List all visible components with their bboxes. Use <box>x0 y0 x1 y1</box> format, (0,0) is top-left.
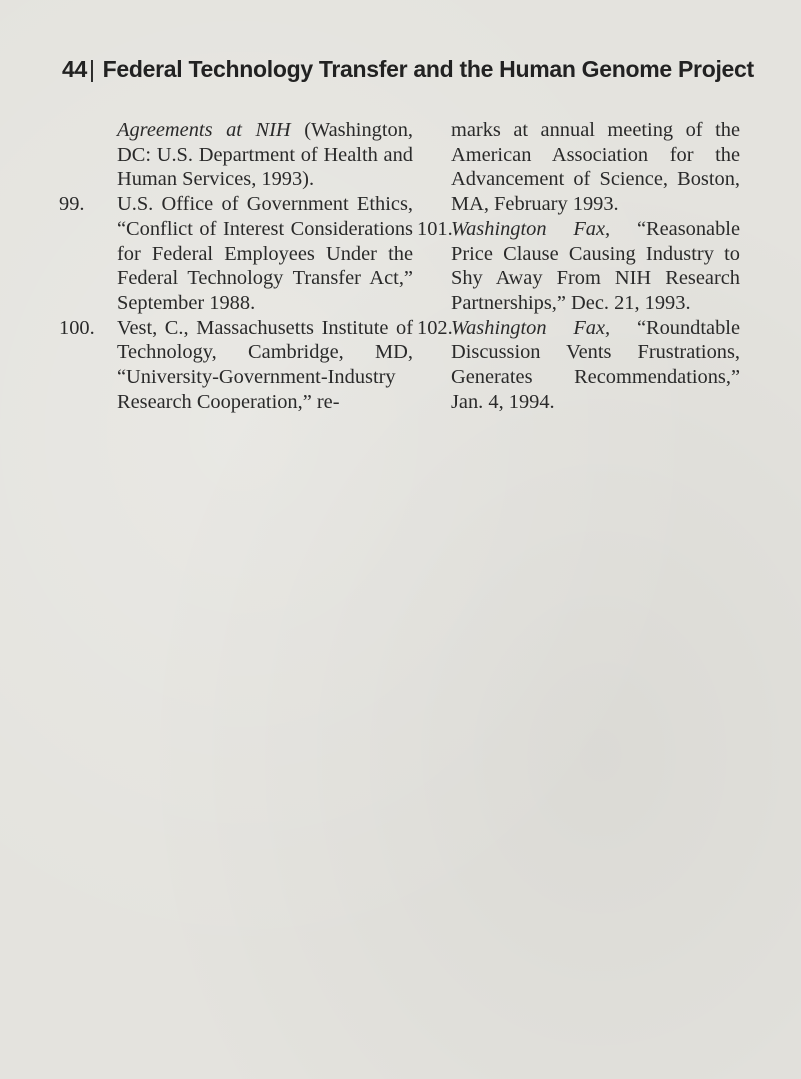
reference-item <box>417 316 740 415</box>
running-header <box>62 56 754 83</box>
reference-continuation <box>59 118 413 192</box>
reference-number: 102. <box>417 316 453 339</box>
reference-number: 99. <box>59 193 85 216</box>
reference-item <box>59 192 413 316</box>
right-column <box>417 118 740 414</box>
continuation-italic: Agreements at NIH <box>117 119 291 141</box>
reference-number: 101. <box>417 217 453 240</box>
reference-item <box>59 316 413 415</box>
reference-source: Washington Fax, <box>451 217 611 240</box>
reference-text: “Roundtable Discussion Vents Frustrations, Generates Recommendations,” Jan. 4, 1994. <box>451 316 741 413</box>
reference-number: 100. <box>59 316 95 339</box>
reference-continuation: marks at annual meeting of the American Association for the Advancement of Science, Boston, MA, February 1993. <box>451 119 740 216</box>
header-separator: | <box>88 56 95 82</box>
reference-text: “Reasonable Price Clause Causing Industry to Shy Away From NIH Research Partnerships,” Dec. 21, 1993. <box>451 217 740 314</box>
page-number: 44 <box>62 56 87 82</box>
reference-item <box>417 217 740 316</box>
reference-text: Vest, C., Massachusetts Institute of Technology, Cambridge, MD, “University-Government-Industry Research Cooperation,” re- <box>117 316 413 413</box>
left-column <box>59 118 413 414</box>
header-title: Federal Technology Transfer and the Human Genome Project <box>102 56 754 82</box>
continuation-text: (Washington, DC: U.S. Department of Health and Human Services, 1993). <box>117 119 413 191</box>
reference-source: Washington Fax, <box>451 316 611 339</box>
reference-text: U.S. Office of Government Ethics, “Conflict of Interest Considerations for Federal Employees Under the Federal Technology Transfer Act,” September 1988. <box>117 193 413 314</box>
